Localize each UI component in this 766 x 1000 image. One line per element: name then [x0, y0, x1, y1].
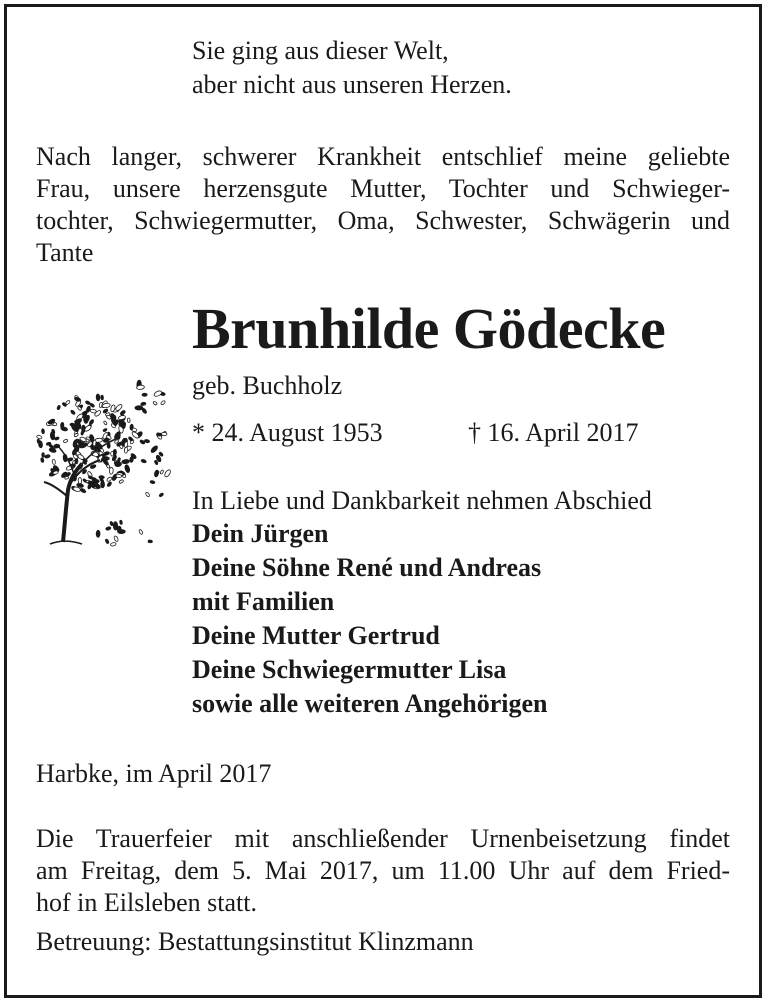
intro-line: Tante	[36, 238, 94, 267]
mourner-line: mit Familien	[192, 587, 335, 616]
motto-line-2: aber nicht aus unseren Herzen.	[192, 70, 512, 99]
mourner-line: Deine Schwiegermutter Lisa	[192, 655, 507, 684]
mourner-line: Dein Jürgen	[192, 519, 329, 548]
mourner-line: Deine Söhne René und Andreas	[192, 553, 542, 582]
intro-line: Nach langer, schwerer Krankheit entschlief meine geliebte	[36, 142, 730, 171]
place-date: Harbke, im April 2017	[36, 759, 272, 788]
mourner-line: Deine Mutter Gertrud	[192, 621, 440, 650]
undertaker-line: Betreuung: Bestattungsinstitut Klinzmann	[36, 927, 474, 956]
mourner-line: sowie alle weiteren Angehörigen	[192, 689, 548, 718]
birth-date: * 24. August 1953	[192, 418, 383, 447]
intro-line: tochter, Schwiegermutter, Oma, Schwester, Schwägerin und	[36, 206, 730, 235]
intro-line: Frau, unsere herzensgute Mutter, Tochter und Schwieger-	[36, 174, 730, 203]
windblown-tree-icon	[30, 372, 175, 552]
funeral-line: am Freitag, dem 5. Mai 2017, um 11.00 Uhr auf dem Fried-	[36, 856, 730, 885]
motto-line-1: Sie ging aus dieser Welt,	[192, 36, 449, 65]
funeral-paragraph	[36, 823, 730, 919]
funeral-line: hof in Eilsleben statt.	[36, 888, 257, 917]
maiden-name: geb. Buchholz	[192, 371, 343, 400]
deceased-name: Brunhilde Gödecke	[192, 296, 666, 361]
funeral-line: Die Trauerfeier mit anschließender Urnenbeisetzung findet	[36, 824, 730, 853]
farewell-line: In Liebe und Dankbarkeit nehmen Abschied	[192, 486, 652, 515]
death-date: † 16. April 2017	[468, 418, 639, 447]
intro-paragraph	[36, 141, 730, 269]
